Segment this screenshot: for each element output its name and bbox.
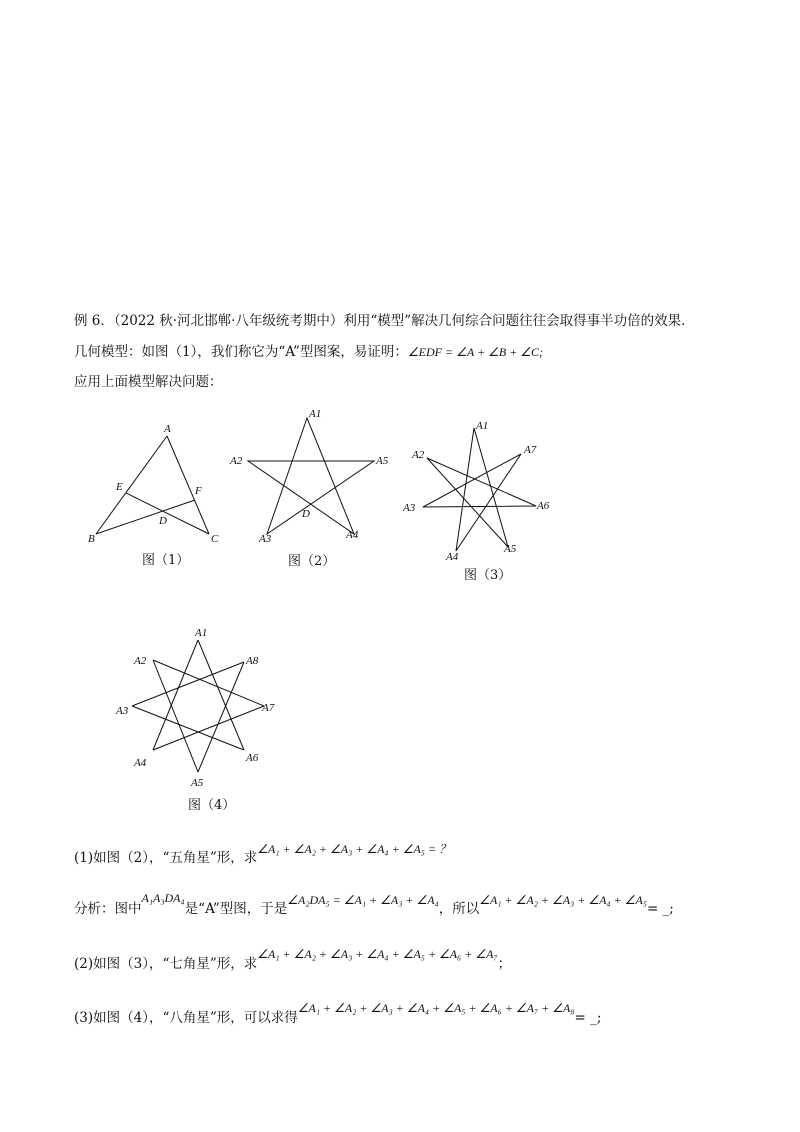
fig2-label-a5: A5 — [376, 455, 389, 467]
figure-3 — [400, 416, 560, 583]
analysis-formula: ∠A₂DA₅ = ∠A₁ + ∠A₃ + ∠A₄ — [287, 893, 439, 907]
segment-bf — [96, 500, 195, 534]
fig3-label-a5: A5 — [504, 543, 517, 555]
fig4-label-a6: A6 — [246, 752, 259, 764]
fig3-label-a4: A4 — [446, 551, 459, 563]
fig2-label-a4: A4 — [346, 529, 359, 541]
q3-formula: ∠A₁ + ∠A₂ + ∠A₃ + ∠A₄ + ∠A₅ + ∠A₆ + ∠A₇ + ∠A₈ — [297, 1001, 575, 1015]
fig2-label-a1: A1 — [309, 408, 322, 420]
q3-prefix: (3)如图（4），“八角星”形，可以求得 — [74, 1010, 298, 1026]
fig4-label-a1: A1 — [195, 627, 208, 639]
model-statement — [74, 340, 543, 360]
pentagram — [248, 418, 374, 534]
fig3-label-a7: A7 — [524, 444, 537, 456]
fig1-label-b: B — [88, 533, 95, 545]
fig4-label-a5: A5 — [191, 777, 204, 789]
question-3 — [74, 1001, 602, 1026]
segment-ab — [96, 436, 167, 534]
question-1 — [74, 842, 452, 866]
analysis-prefix: 分析：图中 — [74, 901, 142, 917]
question-2 — [74, 947, 512, 972]
figure-1 — [80, 418, 240, 568]
q2-end: ； — [497, 956, 512, 972]
fig4-label-a3: A3 — [116, 705, 129, 717]
analysis-mid: 是“A”型图，于是 — [184, 901, 288, 917]
segment-ec — [126, 493, 209, 534]
fig4-label-a8: A8 — [246, 655, 259, 667]
analysis-so: ，所以 — [438, 901, 480, 917]
figure-2-drawing — [226, 404, 389, 554]
fig4-label-a2: A2 — [134, 655, 147, 667]
figure-1-caption: 图（1） — [142, 553, 190, 568]
figure-2 — [226, 404, 389, 569]
model-formula: ∠EDF = ∠A + ∠B + ∠C; — [407, 345, 544, 359]
star-edge-6 — [132, 706, 244, 750]
fig1-label-f: F — [195, 485, 202, 497]
q1-prefix: (1)如图（2），“五角星”形，求 — [74, 850, 258, 866]
figure-4 — [112, 622, 282, 813]
figure-4-drawing — [112, 622, 282, 792]
segment-ac — [167, 436, 209, 534]
analysis-formula-2: ∠A₁ + ∠A₂ + ∠A₃ + ∠A₄ + ∠A₅ — [479, 893, 647, 907]
analysis-symbol: A₁A₃DA₄ — [141, 891, 185, 905]
fig2-label-a3: A3 — [259, 533, 272, 545]
fig3-label-a2: A2 — [412, 449, 425, 461]
figure-2-caption: 图（2） — [288, 554, 336, 569]
fig1-label-a: A — [164, 423, 171, 435]
star-edge-3 — [153, 660, 198, 772]
fig2-label-a2: A2 — [230, 455, 243, 467]
figure-3-drawing — [400, 416, 560, 564]
problem-heading: 例 6．（2022 秋·河北邯郸·八年级统考期中）利用“模型”解决几何综合问题往往会取得事半功倍的效果． — [74, 313, 695, 329]
star-edge-5 — [132, 662, 244, 706]
q2-prefix: (2)如图（3），“七角星”形，求 — [74, 956, 258, 972]
figure-1-drawing — [80, 418, 240, 550]
fig3-label-a6: A6 — [537, 500, 550, 512]
figure-4-caption: 图（4） — [188, 798, 236, 813]
fig1-label-e: E — [116, 481, 123, 493]
figure-3-caption: 图（3） — [464, 568, 512, 583]
fig3-label-a3: A3 — [403, 502, 416, 514]
q1-formula: ∠A₁ + ∠A₂ + ∠A₃ + ∠A₄ + ∠A₅ = ？ — [257, 842, 452, 856]
model-prefix: 几何模型：如图（1），我们称它为“A”型图案，易证明： — [74, 344, 408, 360]
q3-end: = _; — [574, 1010, 602, 1026]
apply-instruction: 应用上面模型解决问题： — [74, 374, 223, 390]
fig1-label-c: C — [211, 533, 219, 545]
analysis — [74, 891, 674, 917]
fig4-label-a4: A4 — [134, 757, 147, 769]
fig4-label-a7: A7 — [262, 702, 275, 714]
seven-point-star — [423, 428, 536, 551]
fig2-label-d: D — [302, 508, 310, 520]
q2-formula: ∠A₁ + ∠A₂ + ∠A₃ + ∠A₄ + ∠A₅ + ∠A₆ + ∠A₇ — [257, 947, 498, 961]
fig3-label-a1: A1 — [476, 420, 489, 432]
fig1-label-d: D — [159, 515, 167, 527]
star-edge-8 — [153, 706, 264, 750]
analysis-end: = _; — [646, 901, 674, 917]
